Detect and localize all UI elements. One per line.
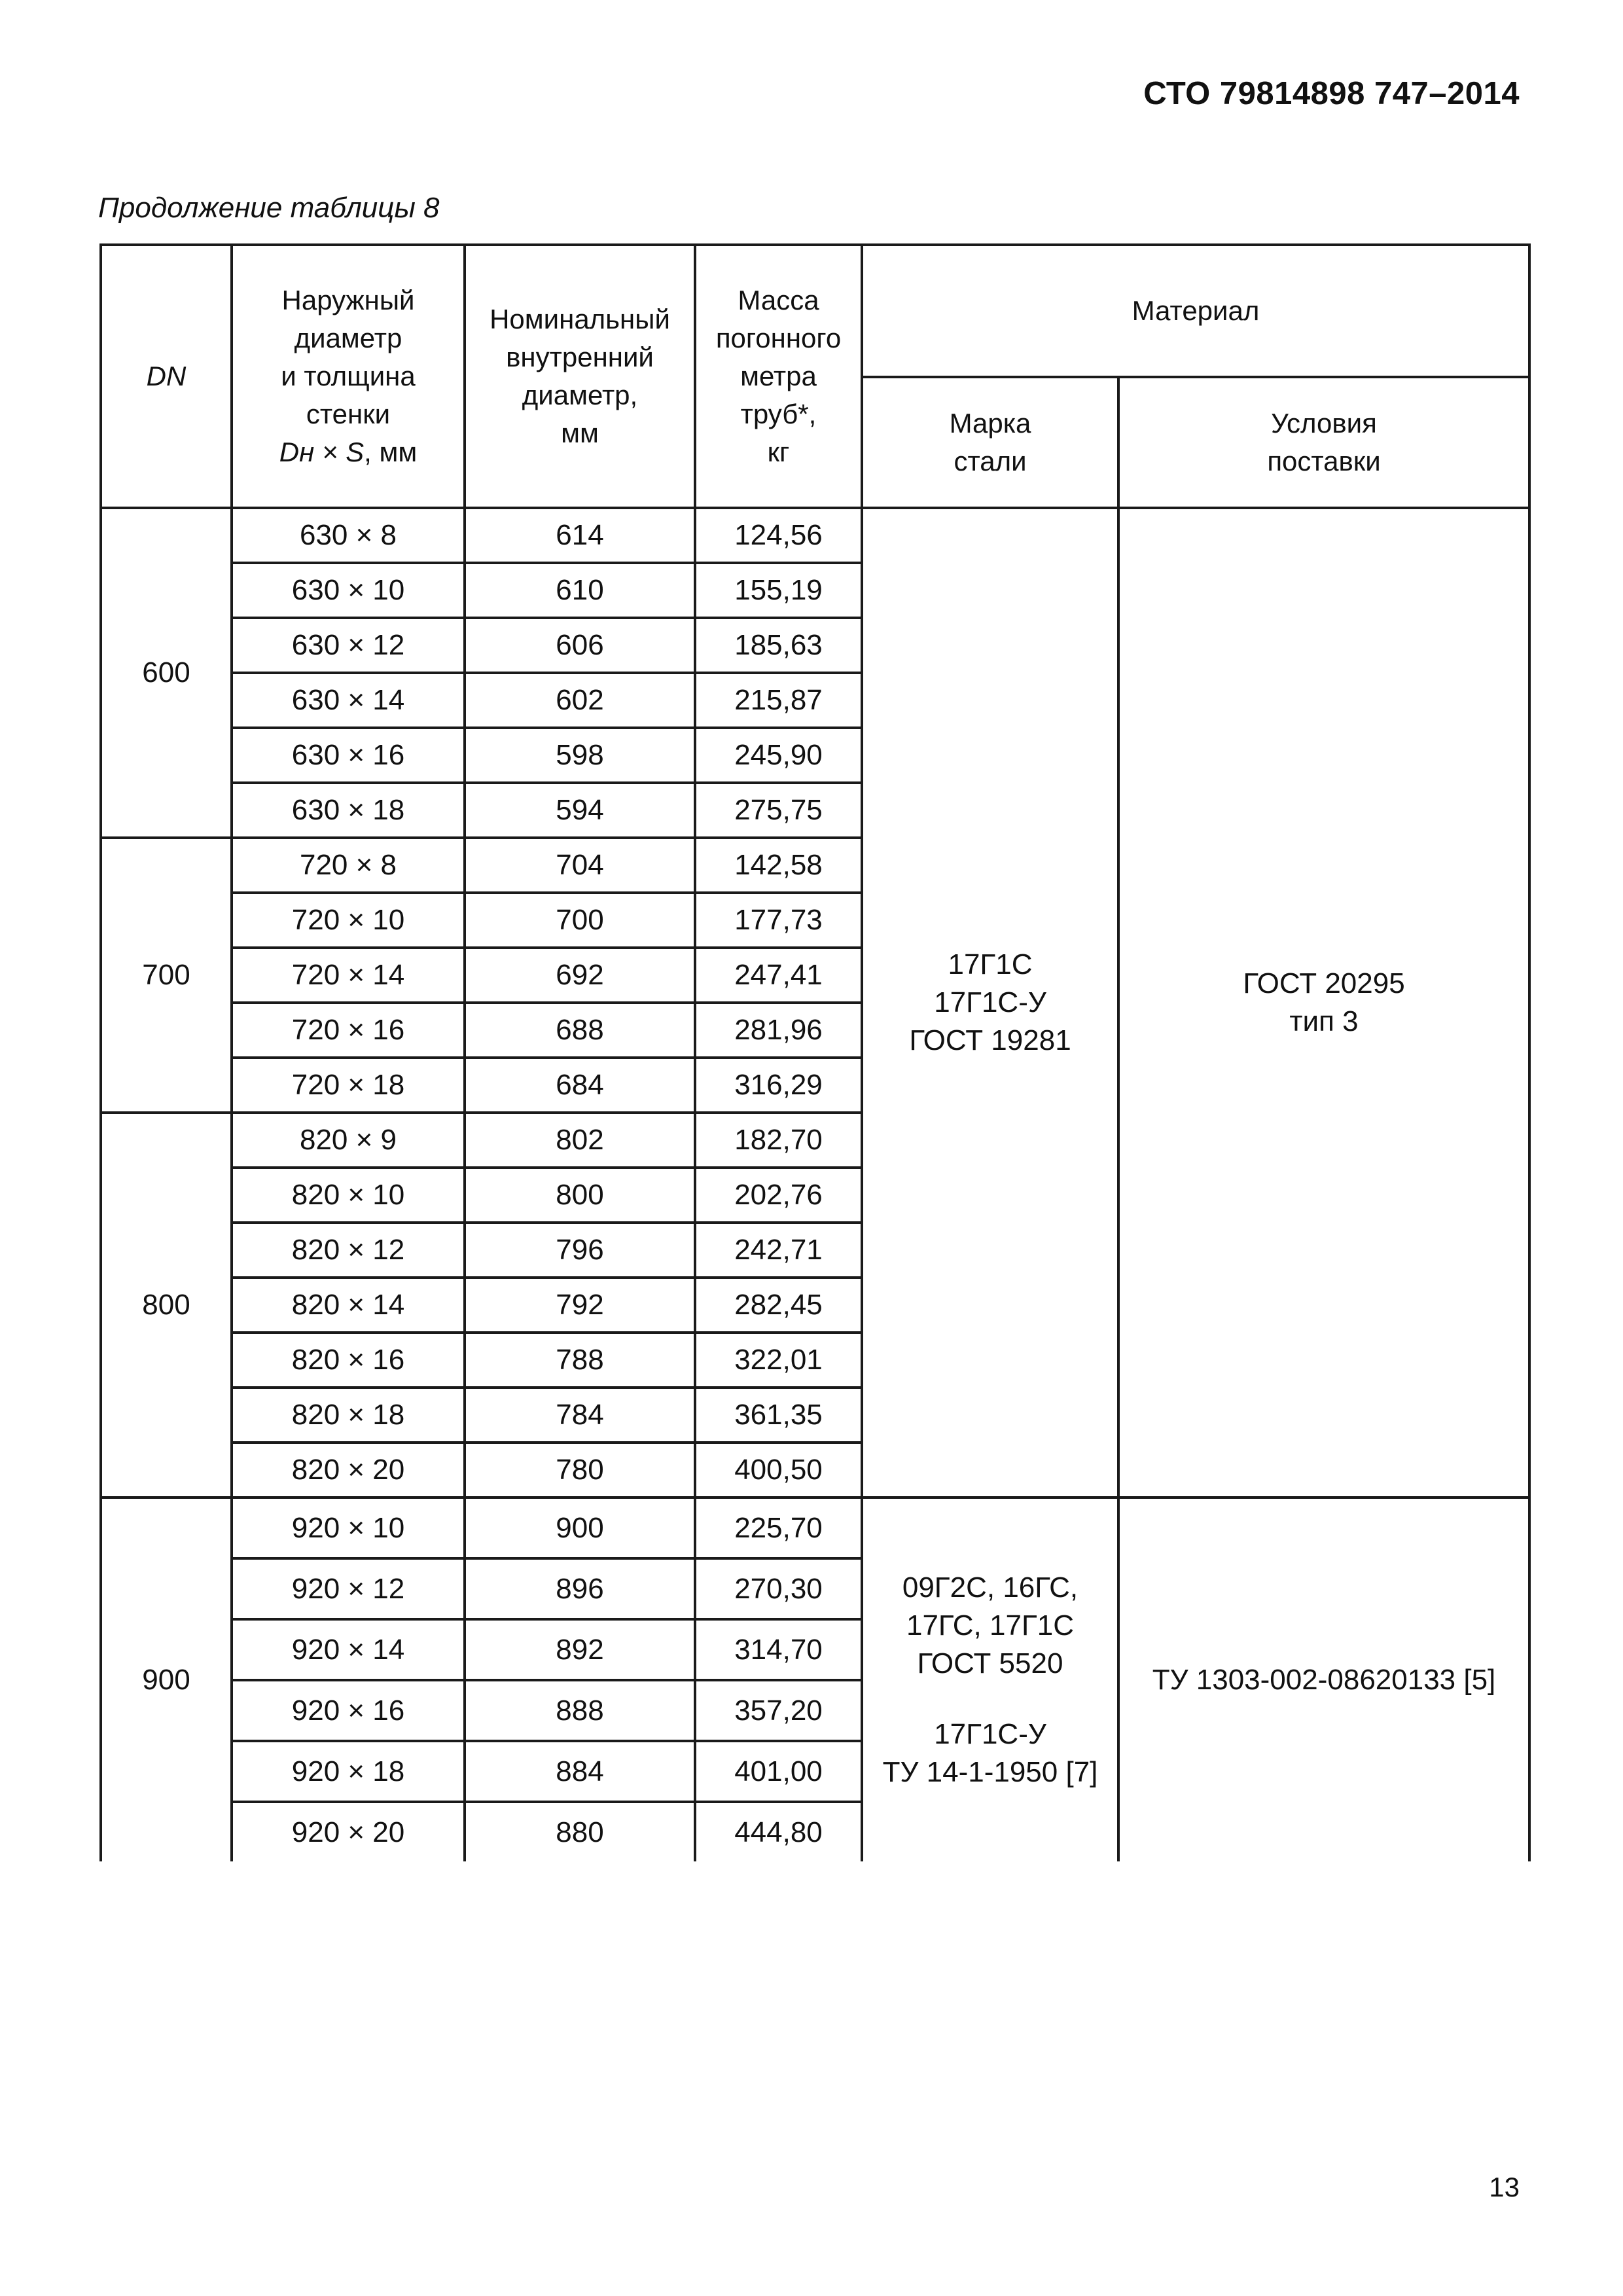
size-cell: 920 × 20 [232,1802,465,1861]
inner-diameter-cell: 610 [465,563,695,618]
table-head [101,245,1529,508]
size-cell: 630 × 10 [232,563,465,618]
mass-cell: 247,41 [695,948,862,1003]
mass-cell: 242,71 [695,1223,862,1278]
header-delivery-conditions: Условия поставки [1118,377,1529,508]
mass-cell: 270,30 [695,1558,862,1619]
size-cell: 720 × 14 [232,948,465,1003]
mass-cell: 282,45 [695,1278,862,1333]
dn-cell: 600 [101,508,232,838]
header-material: Материал [862,245,1529,377]
mass-cell: 124,56 [695,508,862,563]
inner-diameter-cell: 614 [465,508,695,563]
document-code: СТО 79814898 747–2014 [1143,76,1520,111]
size-cell: 720 × 8 [232,838,465,893]
size-cell: 820 × 9 [232,1113,465,1168]
inner-diameter-cell: 594 [465,783,695,838]
inner-diameter-cell: 900 [465,1498,695,1558]
mass-cell: 281,96 [695,1003,862,1058]
dn-cell: 700 [101,838,232,1113]
table-row [101,508,1529,563]
steel-grade-cell: 09Г2С, 16ГС, 17ГС, 17Г1С ГОСТ 5520 17Г1С-У ТУ 14-1-1950 [7] [862,1498,1118,1861]
mass-cell: 215,87 [695,673,862,728]
size-cell: 820 × 18 [232,1388,465,1443]
table-row [101,1498,1529,1558]
size-cell: 630 × 8 [232,508,465,563]
header-mass: Масса погонного метра труб*, кг [695,245,862,508]
mass-cell: 357,20 [695,1680,862,1741]
header-dn: DN [101,245,232,508]
page-number: 13 [1489,2172,1520,2202]
inner-diameter-cell: 788 [465,1333,695,1388]
header-outer-diameter: Наружный диаметр и толщина стенки Dн × S, мм [232,245,465,508]
size-cell: 630 × 18 [232,783,465,838]
outer-diameter-symbol: Dн × S [279,436,365,467]
mass-cell: 275,75 [695,783,862,838]
inner-diameter-cell: 784 [465,1388,695,1443]
size-cell: 720 × 16 [232,1003,465,1058]
inner-diameter-cell: 892 [465,1619,695,1680]
mass-cell: 182,70 [695,1113,862,1168]
size-cell: 630 × 16 [232,728,465,783]
header-steel-grade: Марка стали [862,377,1118,508]
size-cell: 720 × 18 [232,1058,465,1113]
pipe-table-container [99,243,1528,1861]
size-cell: 630 × 12 [232,618,465,673]
inner-diameter-cell: 700 [465,893,695,948]
inner-diameter-cell: 780 [465,1443,695,1498]
mass-cell: 316,29 [695,1058,862,1113]
inner-diameter-cell: 800 [465,1168,695,1223]
mass-cell: 155,19 [695,563,862,618]
header-nominal-inner-diameter: Номинальный внутренний диаметр, мм [465,245,695,508]
mass-cell: 400,50 [695,1443,862,1498]
mass-cell: 401,00 [695,1741,862,1802]
size-cell: 820 × 12 [232,1223,465,1278]
inner-diameter-cell: 888 [465,1680,695,1741]
size-cell: 720 × 10 [232,893,465,948]
inner-diameter-cell: 796 [465,1223,695,1278]
dn-cell: 800 [101,1113,232,1498]
inner-diameter-cell: 896 [465,1558,695,1619]
mass-cell: 202,76 [695,1168,862,1223]
size-cell: 920 × 16 [232,1680,465,1741]
table-caption: Продолжение таблицы 8 [98,192,440,224]
steel-grade-cell: 17Г1С 17Г1С-У ГОСТ 19281 [862,508,1118,1498]
size-cell: 820 × 14 [232,1278,465,1333]
size-cell: 920 × 10 [232,1498,465,1558]
mass-cell: 177,73 [695,893,862,948]
inner-diameter-cell: 692 [465,948,695,1003]
inner-diameter-cell: 704 [465,838,695,893]
inner-diameter-cell: 802 [465,1113,695,1168]
size-cell: 920 × 18 [232,1741,465,1802]
mass-cell: 185,63 [695,618,862,673]
size-cell: 820 × 16 [232,1333,465,1388]
mass-cell: 225,70 [695,1498,862,1558]
inner-diameter-cell: 602 [465,673,695,728]
dn-cell: 900 [101,1498,232,1861]
pipe-table [99,243,1531,1861]
size-cell: 820 × 10 [232,1168,465,1223]
mass-cell: 142,58 [695,838,862,893]
delivery-conditions-cell: ТУ 1303-002-08620133 [5] [1118,1498,1529,1861]
mass-cell: 361,35 [695,1388,862,1443]
size-cell: 920 × 14 [232,1619,465,1680]
size-cell: 920 × 12 [232,1558,465,1619]
mass-cell: 322,01 [695,1333,862,1388]
delivery-conditions-cell: ГОСТ 20295 тип 3 [1118,508,1529,1498]
inner-diameter-cell: 884 [465,1741,695,1802]
inner-diameter-cell: 606 [465,618,695,673]
mass-cell: 444,80 [695,1802,862,1861]
inner-diameter-cell: 792 [465,1278,695,1333]
size-cell: 820 × 20 [232,1443,465,1498]
inner-diameter-cell: 688 [465,1003,695,1058]
table-body [101,508,1529,1861]
mass-cell: 314,70 [695,1619,862,1680]
inner-diameter-cell: 684 [465,1058,695,1113]
size-cell: 630 × 14 [232,673,465,728]
inner-diameter-cell: 598 [465,728,695,783]
mass-cell: 245,90 [695,728,862,783]
inner-diameter-cell: 880 [465,1802,695,1861]
